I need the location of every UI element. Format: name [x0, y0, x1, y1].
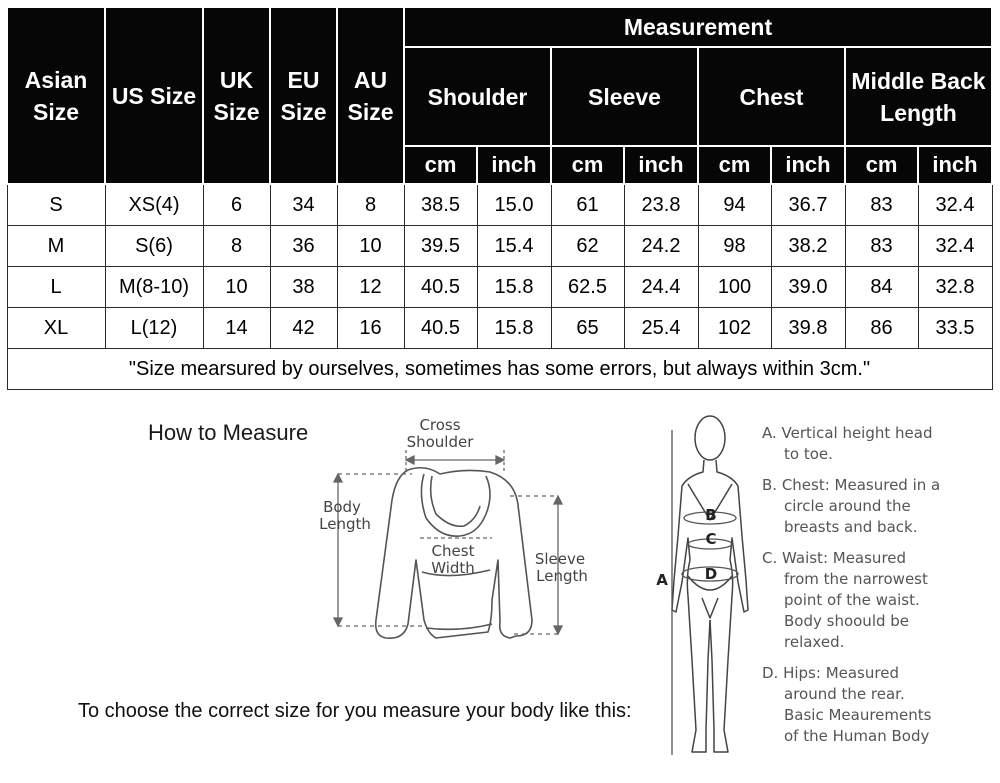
- header-asian-size: Asian Size: [7, 7, 105, 184]
- table-cell: 15.8: [477, 308, 551, 349]
- header-au-size: AU Size: [337, 7, 404, 184]
- header-middle-back-length: Middle Back Length: [845, 47, 992, 146]
- legend-item-c-text: point of the waist.: [784, 591, 920, 609]
- legend-item-a-text: to toe.: [784, 445, 833, 463]
- table-cell: 10: [203, 267, 270, 308]
- table-cell: 61: [551, 184, 624, 226]
- legend-item-d-text: of the Human Body: [784, 727, 930, 745]
- label-cross-shoulder: Shoulder: [406, 433, 474, 451]
- header-shoulder: Shoulder: [404, 47, 551, 146]
- header-eu-size: EU Size: [270, 7, 337, 184]
- label-cross-shoulder: Cross: [419, 416, 461, 434]
- table-cell: 12: [337, 267, 404, 308]
- legend-item-a-title: A. Vertical height head: [762, 424, 933, 442]
- table-cell: 65: [551, 308, 624, 349]
- table-cell: 83: [845, 184, 918, 226]
- table-cell: 62.5: [551, 267, 624, 308]
- legend-item-a: [762, 423, 998, 465]
- table-cell: 24.2: [624, 226, 698, 267]
- table-cell: 6: [203, 184, 270, 226]
- how-to-measure-heading: How to Measure: [148, 420, 309, 445]
- table-cell: 36: [270, 226, 337, 267]
- legend-item-b: [762, 475, 998, 538]
- table-cell: M(8-10): [105, 267, 203, 308]
- legend-item-b-text: breasts and back.: [784, 518, 918, 536]
- legend-item-c-text: Body shoould be: [784, 612, 910, 630]
- legend-item-d-title: D. Hips: Measured: [762, 664, 899, 682]
- table-cell: XL: [7, 308, 105, 349]
- header-sleeve: Sleeve: [551, 47, 698, 146]
- table-cell: 38.5: [404, 184, 477, 226]
- table-cell: 39.0: [771, 267, 845, 308]
- unit-cm: cm: [551, 146, 624, 184]
- table-cell: 24.4: [624, 267, 698, 308]
- label-chest-width: Width: [431, 559, 475, 577]
- marker-a: A: [656, 571, 668, 589]
- table-cell: M: [7, 226, 105, 267]
- table-cell: 14: [203, 308, 270, 349]
- table-cell: 40.5: [404, 267, 477, 308]
- legend-item-c-text: relaxed.: [784, 633, 845, 651]
- table-cell: 16: [337, 308, 404, 349]
- header-chest: Chest: [698, 47, 845, 146]
- table-row: [7, 308, 992, 349]
- label-body-length: Body: [323, 498, 361, 516]
- measurement-legend: [762, 423, 998, 757]
- sweater-sketch: [300, 410, 600, 660]
- table-cell: 36.7: [771, 184, 845, 226]
- legend-item-d-text: Basic Meaurements: [784, 706, 932, 724]
- table-cell: 39.5: [404, 226, 477, 267]
- legend-item-d: [762, 663, 998, 747]
- table-cell: 38.2: [771, 226, 845, 267]
- table-cell: 102: [698, 308, 771, 349]
- legend-item-c-title: C. Waist: Measured: [762, 549, 907, 567]
- unit-inch: inch: [624, 146, 698, 184]
- table-cell: 15.0: [477, 184, 551, 226]
- unit-inch: inch: [477, 146, 551, 184]
- table-cell: L(12): [105, 308, 203, 349]
- unit-cm: cm: [698, 146, 771, 184]
- header-uk-size: UK Size: [203, 7, 270, 184]
- table-cell: 86: [845, 308, 918, 349]
- table-row: [7, 226, 992, 267]
- label-sleeve-length: Sleeve: [534, 550, 586, 568]
- marker-b: B: [705, 506, 717, 524]
- header-us-size: US Size: [105, 7, 203, 184]
- table-cell: XS(4): [105, 184, 203, 226]
- legend-item-b-text: circle around the: [784, 497, 911, 515]
- label-sleeve-length: Length: [536, 567, 588, 585]
- table-cell: 8: [203, 226, 270, 267]
- table-cell: 32.4: [918, 226, 992, 267]
- size-chart-table: [6, 6, 993, 390]
- legend-item-b-title: B. Chest: Measured in a: [762, 476, 941, 494]
- table-cell: 38: [270, 267, 337, 308]
- table-cell: 39.8: [771, 308, 845, 349]
- table-cell: 98: [698, 226, 771, 267]
- table-cell: 34: [270, 184, 337, 226]
- unit-inch: inch: [918, 146, 992, 184]
- table-cell: 33.5: [918, 308, 992, 349]
- table-cell: 62: [551, 226, 624, 267]
- table-cell: 40.5: [404, 308, 477, 349]
- header-measurement: Measurement: [404, 7, 992, 47]
- table-cell: 84: [845, 267, 918, 308]
- table-cell: 42: [270, 308, 337, 349]
- body-outline: [672, 416, 748, 752]
- legend-item-c-text: from the narrowest: [784, 570, 928, 588]
- table-cell: 10: [337, 226, 404, 267]
- unit-inch: inch: [771, 146, 845, 184]
- table-cell: 83: [845, 226, 918, 267]
- table-cell: 100: [698, 267, 771, 308]
- table-cell: 25.4: [624, 308, 698, 349]
- unit-cm: cm: [404, 146, 477, 184]
- legend-item-c: [762, 548, 998, 653]
- legend-item-d-text: around the rear.: [784, 685, 905, 703]
- unit-cm: cm: [845, 146, 918, 184]
- table-cell: 94: [698, 184, 771, 226]
- table-row: [7, 184, 992, 226]
- table-cell: 32.4: [918, 184, 992, 226]
- table-cell: 32.8: [918, 267, 992, 308]
- measure-bands: [672, 430, 738, 755]
- table-cell: 8: [337, 184, 404, 226]
- marker-d: D: [704, 565, 718, 583]
- table-cell: 23.8: [624, 184, 698, 226]
- table-cell: S: [7, 184, 105, 226]
- measurement-note: "Size mearsured by ourselves, sometimes has some errors, but always within 3cm.": [7, 349, 992, 390]
- choose-size-instruction: To choose the correct size for you measure your body like this:: [78, 700, 632, 722]
- body-figure: [648, 410, 758, 775]
- table-cell: 15.4: [477, 226, 551, 267]
- label-body-length: Length: [319, 515, 371, 533]
- marker-c: C: [705, 530, 717, 548]
- table-cell: L: [7, 267, 105, 308]
- table-cell: 15.8: [477, 267, 551, 308]
- table-row: [7, 267, 992, 308]
- label-chest-width: Chest: [431, 542, 475, 560]
- table-cell: S(6): [105, 226, 203, 267]
